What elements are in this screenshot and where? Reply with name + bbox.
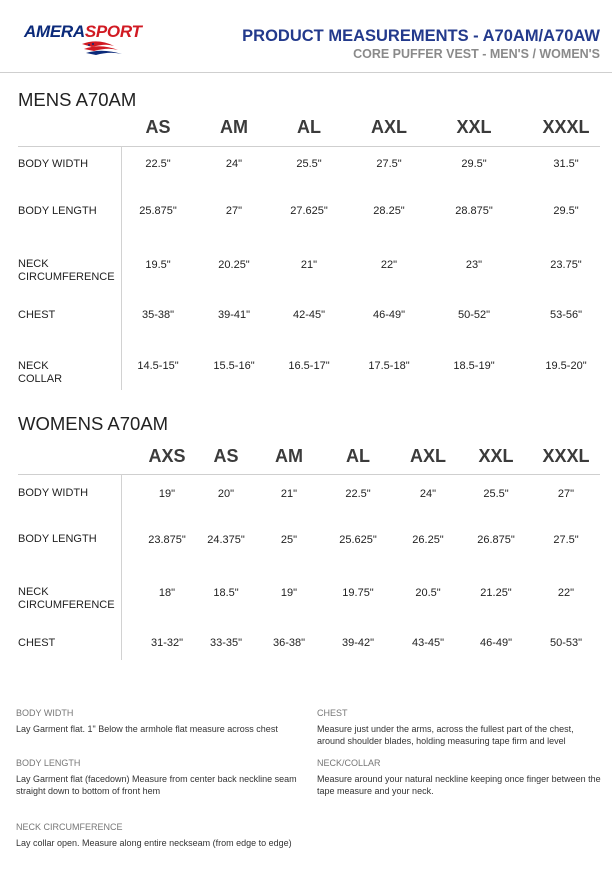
measurement-value-cell: 21": [300, 259, 318, 271]
measurement-value-cell: 22": [557, 587, 575, 599]
row-label-line: NECK: [18, 586, 49, 598]
note-text: Lay Garment flat. 1" Below the armhole flat measure across chest: [16, 724, 278, 734]
measurement-row-label: [18, 258, 115, 284]
mens-table-vertical-divider: [121, 146, 122, 390]
measurement-value-cell: 21.25": [480, 587, 512, 599]
size-column-header: AS: [145, 117, 171, 137]
measurement-value-cell: 53-56": [549, 309, 583, 321]
measurement-value-cell: 43-45": [411, 637, 445, 649]
row-label-line: BODY WIDTH: [18, 487, 89, 499]
note-text: Lay collar open. Measure along entire neckseam (from edge to edge): [16, 838, 292, 848]
measurement-value-cell: 22": [380, 259, 398, 271]
measurement-row-label: [18, 205, 97, 218]
size-column-header: AXS: [148, 446, 186, 466]
size-column-header: AM: [275, 446, 303, 466]
measurement-value-cell: 27.5": [376, 158, 402, 170]
measurement-value-cell: 25.5": [296, 158, 322, 170]
measurement-value-cell: 20.5": [415, 587, 441, 599]
note-heading: NECK/COLLAR: [317, 758, 381, 768]
measurement-value-cell: 17.5-18": [368, 360, 410, 372]
mens-section-title: MENS A70AM: [18, 89, 137, 110]
measurement-value-cell: 50-53": [549, 637, 583, 649]
measurement-value-cell: 39-41": [217, 309, 251, 321]
page-subtitle: CORE PUFFER VEST - MEN'S / WOMEN'S: [353, 47, 600, 61]
note-text: Lay Garment flat (facedown) Measure from center back neckline seam straight down to bottom of front hem: [16, 774, 297, 796]
measurement-value-cell: 23.75": [550, 259, 582, 271]
note-heading: CHEST: [317, 708, 348, 718]
measurement-value-cell: 20": [217, 488, 235, 500]
size-column-header: XXL: [456, 117, 492, 137]
measurement-value-cell: 22.5": [345, 488, 371, 500]
measurement-row-label: [18, 637, 55, 650]
measurement-value-cell: 20.25": [218, 259, 250, 271]
measurement-value-cell: 27": [225, 205, 243, 217]
amerasport-logo: [24, 22, 164, 60]
measurement-value-cell: 24": [225, 158, 243, 170]
size-column-header: XXXL: [542, 446, 590, 466]
row-label-line: CIRCUMFERENCE: [18, 599, 115, 611]
measurement-value-cell: 19": [280, 587, 298, 599]
size-column-header: XXXL: [542, 117, 590, 137]
measurement-value-cell: 25.625": [339, 534, 377, 546]
size-column-header: AXL: [410, 446, 446, 466]
measurement-value-cell: 18.5": [213, 587, 239, 599]
measurement-value-cell: 16.5-17": [288, 360, 330, 372]
measurement-row-label: [18, 586, 115, 612]
measurement-value-cell: 29.5": [461, 158, 487, 170]
measurement-value-cell: 26.25": [412, 534, 444, 546]
measurement-value-cell: 46-49": [479, 637, 513, 649]
row-label-line: CHEST: [18, 637, 56, 649]
measurement-value-cell: 22.5": [145, 158, 171, 170]
mens-size-header: [0, 117, 612, 141]
womens-section-title: WOMENS A70AM: [18, 413, 169, 434]
measurement-value-cell: 25.875": [139, 205, 177, 217]
measurement-value-cell: 19.5": [145, 259, 171, 271]
size-column-header: XXL: [478, 446, 514, 466]
measurement-value-cell: 35-38": [141, 309, 175, 321]
measurement-value-cell: 18": [158, 587, 176, 599]
measurement-value-cell: 23": [465, 259, 483, 271]
measurement-value-cell: 19.5-20": [545, 360, 587, 372]
logo-wordmark: [24, 22, 142, 42]
logo-part-amera: AMERA: [24, 22, 85, 41]
row-label-line: BODY LENGTH: [18, 205, 97, 217]
measurement-value-cell: 31-32": [150, 637, 184, 649]
note-heading: BODY WIDTH: [16, 708, 74, 718]
measurement-row-label: [18, 487, 88, 500]
measurement-value-cell: 21": [280, 488, 298, 500]
size-column-header: AL: [297, 117, 321, 137]
header-divider: [0, 72, 612, 73]
measurement-value-cell: 14.5-15": [137, 360, 179, 372]
note-text: Measure just under the arms, across the fullest part of the chest, around shoulder blades, holding measuring tape firm and level: [317, 724, 574, 746]
measurement-value-cell: 25": [280, 534, 298, 546]
measurement-value-cell: 25.5": [483, 488, 509, 500]
size-column-header: AXL: [371, 117, 407, 137]
measurement-value-cell: 28.25": [373, 205, 405, 217]
measurement-value-cell: 27.5": [553, 534, 579, 546]
row-label-line: BODY LENGTH: [18, 533, 97, 545]
measurement-value-cell: 33-35": [209, 637, 243, 649]
page-title: PRODUCT MEASUREMENTS - A70AM/A70AW: [242, 27, 600, 45]
measurement-value-cell: 15.5-16": [213, 360, 255, 372]
measurement-value-cell: 27.625": [290, 205, 328, 217]
note-heading: BODY LENGTH: [16, 758, 81, 768]
measurement-value-cell: 19": [158, 488, 176, 500]
size-column-header: AL: [346, 446, 370, 466]
measurement-value-cell: 27": [557, 488, 575, 500]
measurement-row-label: [18, 158, 88, 171]
measurement-value-cell: 31.5": [553, 158, 579, 170]
womens-size-header: [0, 446, 612, 470]
measurement-value-cell: 36-38": [272, 637, 306, 649]
row-label-line: CIRCUMFERENCE: [18, 271, 115, 283]
measurement-value-cell: 26.875": [477, 534, 515, 546]
measurement-value-cell: 19.75": [342, 587, 374, 599]
measurement-value-cell: 28.875": [455, 205, 493, 217]
measurement-value-cell: 29.5": [553, 205, 579, 217]
measurement-row-label: [18, 309, 55, 322]
womens-table-vertical-divider: [121, 474, 122, 660]
row-label-line: CHEST: [18, 309, 56, 321]
row-label-line: NECK: [18, 258, 49, 270]
measurement-value-cell: 23.875": [148, 534, 186, 546]
row-label-line: COLLAR: [18, 373, 63, 385]
mens-table-divider: [18, 146, 600, 147]
measurement-value-cell: 46-49": [372, 309, 406, 321]
row-label-line: BODY WIDTH: [18, 158, 89, 170]
measurement-row-label: [18, 360, 62, 386]
womens-table-divider: [18, 474, 600, 475]
measurement-value-cell: 39-42": [341, 637, 375, 649]
logo-part-sport: SPORT: [84, 22, 142, 41]
flag-swoosh-icon: [80, 40, 132, 58]
note-text: Measure around your natural neckline keeping once finger between the tape measure and your neck.: [317, 774, 601, 796]
measurement-value-cell: 42-45": [292, 309, 326, 321]
row-label-line: NECK: [18, 360, 49, 372]
size-column-header: AM: [220, 117, 248, 137]
measurement-value-cell: 18.5-19": [453, 360, 495, 372]
note-heading: NECK CIRCUMFERENCE: [16, 822, 123, 832]
measurement-value-cell: 50-52": [457, 309, 491, 321]
measurement-value-cell: 24": [419, 488, 437, 500]
size-column-header: AS: [213, 446, 239, 466]
measurement-row-label: [18, 533, 97, 546]
measurement-value-cell: 24.375": [207, 534, 245, 546]
